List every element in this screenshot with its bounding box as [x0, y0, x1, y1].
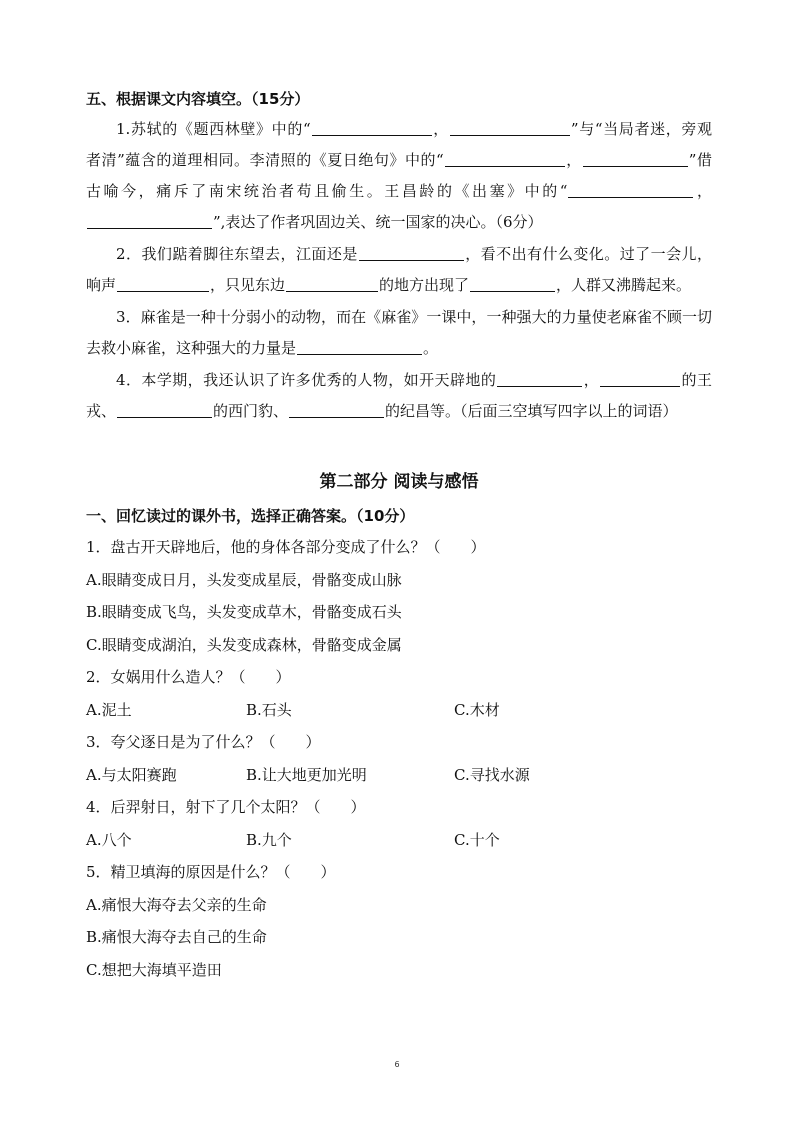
question-2: 2．女娲用什么造人？（ ）	[86, 668, 291, 686]
fill-question-3: 3．麻雀是一种十分弱小的动物，而在《麻雀》一课中，一种强大的力量使老麻雀不顾一切去救小麻雀，这种强大的力量是 。	[86, 308, 712, 357]
option-3b[interactable]: B.让大地更加光明	[246, 765, 367, 784]
part-two-title: 第二部分 阅读与感悟	[319, 472, 479, 492]
page-number: 6	[394, 1060, 400, 1069]
option-2b[interactable]: B.石头	[246, 700, 292, 719]
question-3: 3．夸父逐日是为了什么？（ ）	[86, 733, 321, 751]
option-2a[interactable]: A.泥土	[86, 700, 132, 719]
fill-question-1: 1.苏轼的《题西林壁》中的“ ， ”与“当局者迷，旁观者清”蕴含的道理相同。李清照的《夏日绝句》中的“ ， ”借古喻今，痛斥了南宋统治者苟且偷生。王昌龄的《出塞》中的“ ，”,表达了作者巩固边关、统一国家的决心。（6分）	[86, 120, 712, 231]
answer-blank[interactable]	[583, 151, 688, 167]
answer-blank[interactable]	[312, 120, 432, 136]
option-2c[interactable]: C.木材	[454, 700, 500, 719]
option-3a[interactable]: A.与太阳赛跑	[86, 765, 177, 784]
answer-blank[interactable]	[87, 213, 212, 229]
question-1: 1．盘古开天辟地后，他的身体各部分变成了什么？（ ）	[86, 538, 486, 556]
question-5: 5．精卫填海的原因是什么？（ ）	[86, 863, 336, 881]
options-row-2	[86, 694, 712, 727]
option-4c[interactable]: C.十个	[454, 830, 500, 849]
answer-blank[interactable]	[289, 402, 384, 418]
option-1a[interactable]: A.眼睛变成日月，头发变成星辰，骨骼变成山脉	[86, 570, 402, 589]
section-five-title: 五、根据课文内容填空。（15分）	[86, 90, 310, 108]
answer-blank[interactable]	[117, 402, 212, 418]
option-1b[interactable]: B.眼睛变成飞鸟，头发变成草木，骨骼变成石头	[86, 603, 402, 621]
answer-blank[interactable]	[359, 245, 464, 261]
options-row-4	[86, 824, 712, 857]
answer-blank[interactable]	[286, 276, 378, 292]
worksheet-page	[86, 84, 712, 986]
fill-question-2: 2．我们踮着脚往东望去，江面还是 ，看不出有什么变化。过了一会儿，响声 ，只见东边 的地方出现了 ，人群又沸腾起来。	[86, 245, 712, 294]
answer-blank[interactable]	[470, 276, 555, 292]
option-4a[interactable]: A.八个	[86, 830, 132, 849]
answer-blank[interactable]	[445, 151, 565, 167]
reading-section-title: 一、回忆读过的课外书，选择正确答案。（10分）	[86, 507, 415, 525]
answer-blank[interactable]	[117, 276, 209, 292]
option-5a[interactable]: A.痛恨大海夺去父亲的生命	[86, 895, 267, 914]
option-5c[interactable]: C.想把大海填平造田	[86, 960, 222, 979]
answer-blank[interactable]	[297, 339, 422, 355]
fill-question-4: 4．本学期，我还认识了许多优秀的人物，如开天辟地的 ， 的王戎、 的西门豹、 的纪昌等。（后面三空填写四字以上的词语）	[86, 371, 712, 420]
option-4b[interactable]: B.九个	[246, 830, 292, 849]
answer-blank[interactable]	[568, 182, 693, 198]
answer-blank[interactable]	[497, 371, 582, 387]
option-5b[interactable]: B.痛恨大海夺去自己的生命	[86, 928, 267, 946]
question-4: 4．后羿射日，射下了几个太阳？（ ）	[86, 798, 366, 816]
option-1c[interactable]: C.眼睛变成湖泊，头发变成森林，骨骼变成金属	[86, 635, 402, 654]
answer-blank[interactable]	[600, 371, 680, 387]
option-3c[interactable]: C.寻找水源	[454, 765, 530, 784]
options-row-3	[86, 759, 712, 792]
answer-blank[interactable]	[450, 120, 570, 136]
